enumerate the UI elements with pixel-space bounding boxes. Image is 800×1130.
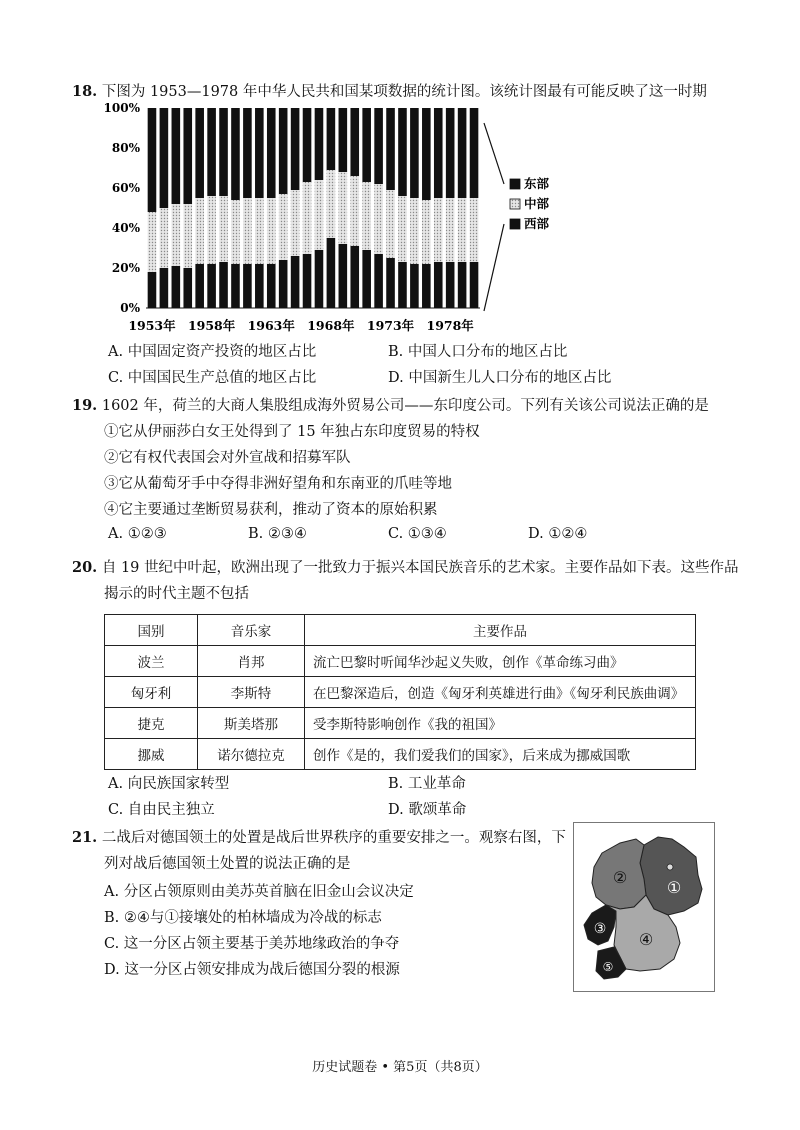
q18-option-a[interactable] bbox=[108, 340, 316, 361]
bar-西部-1957 bbox=[195, 264, 204, 308]
bar-东部-1955 bbox=[172, 108, 181, 204]
table-cell: 捷克 bbox=[105, 708, 198, 739]
q20-stem bbox=[72, 556, 739, 577]
bar-西部-1954 bbox=[160, 268, 169, 308]
bar-东部-1963 bbox=[267, 108, 276, 198]
bar-西部-1975 bbox=[410, 264, 419, 308]
bar-东部-1964 bbox=[279, 108, 288, 194]
bar-西部-1971 bbox=[362, 250, 371, 308]
bar-东部-1962 bbox=[255, 108, 264, 198]
option-text: 自由民主独立 bbox=[127, 802, 215, 818]
bar-东部-1965 bbox=[291, 108, 300, 190]
bar-西部-1962 bbox=[255, 264, 264, 308]
bar-西部-1973 bbox=[386, 258, 395, 308]
q21-option-c[interactable] bbox=[104, 932, 399, 953]
x-tick-label: 1968年 bbox=[307, 318, 355, 333]
bar-东部-1957 bbox=[195, 108, 204, 198]
bar-东部-1971 bbox=[362, 108, 371, 182]
bar-中部-1958 bbox=[207, 196, 216, 264]
bar-东部-1958 bbox=[207, 108, 216, 196]
bar-西部-1968 bbox=[327, 238, 336, 308]
bar-东部-1974 bbox=[398, 108, 407, 196]
legend-label-中部: 中部 bbox=[524, 196, 550, 211]
bar-西部-1972 bbox=[374, 254, 383, 308]
zone-3-label: ③ bbox=[593, 921, 607, 937]
q19-item-2: ②它有权代表国会对外宣战和招募军队 bbox=[104, 450, 351, 466]
table-cell: 诺尔德拉克 bbox=[198, 739, 305, 770]
table-header-row bbox=[105, 615, 696, 646]
q20-option-c[interactable] bbox=[108, 798, 215, 819]
option-key: D. bbox=[388, 370, 404, 386]
bar-中部-1959 bbox=[219, 196, 228, 262]
composers-table bbox=[104, 614, 696, 770]
bar-中部-1961 bbox=[243, 198, 252, 264]
q19-stem bbox=[72, 394, 709, 415]
bar-中部-1979 bbox=[458, 198, 467, 262]
legend-swatch-西部 bbox=[510, 219, 520, 229]
option-key: C. bbox=[388, 526, 404, 542]
bar-西部-1953 bbox=[148, 272, 157, 308]
legend-arrow-west bbox=[484, 224, 504, 311]
q19-number: 19. bbox=[72, 397, 98, 414]
bar-西部-1960 bbox=[231, 264, 240, 308]
bar-中部-1955 bbox=[172, 204, 181, 266]
option-text: 中国新生儿人口分布的地区占比 bbox=[408, 370, 612, 386]
bar-东部-1970 bbox=[350, 108, 359, 176]
option-key: D. bbox=[104, 962, 120, 978]
bar-中部-1974 bbox=[398, 196, 407, 262]
bar-中部-1973 bbox=[386, 190, 395, 258]
bar-西部-1958 bbox=[207, 264, 216, 308]
option-key: A. bbox=[108, 526, 124, 542]
option-key: B. bbox=[248, 526, 264, 542]
table-cell: 流亡巴黎时听闻华沙起义失败，创作《革命练习曲》 bbox=[305, 646, 696, 677]
option-text: ②③④ bbox=[267, 526, 307, 542]
bar-西部-1956 bbox=[183, 268, 192, 308]
bar-东部-1961 bbox=[243, 108, 252, 198]
table-cell: 肖邦 bbox=[198, 646, 305, 677]
bar-中部-1968 bbox=[327, 170, 336, 238]
zone-5-label: ⑤ bbox=[602, 960, 614, 974]
zone-4-label: ④ bbox=[638, 930, 654, 949]
option-key: A. bbox=[108, 776, 124, 792]
bar-西部-1967 bbox=[315, 250, 324, 308]
bar-中部-1953 bbox=[148, 212, 157, 272]
q21-option-b[interactable] bbox=[104, 906, 382, 927]
table-cell: 李斯特 bbox=[198, 677, 305, 708]
bar-东部-1968 bbox=[327, 108, 336, 170]
option-text: 工业革命 bbox=[407, 776, 466, 792]
x-tick-label: 1978年 bbox=[426, 318, 474, 333]
table-row bbox=[105, 677, 696, 708]
option-key: D. bbox=[528, 526, 544, 542]
q18-option-c[interactable] bbox=[108, 366, 316, 387]
bar-东部-1966 bbox=[303, 108, 312, 182]
q18-option-d[interactable] bbox=[388, 366, 611, 387]
q19-item-1: ①它从伊丽莎白女王处得到了 15 年独占东印度贸易的特权 bbox=[104, 424, 480, 440]
option-text: ①③④ bbox=[407, 526, 447, 542]
zone-1-label: ① bbox=[666, 878, 682, 897]
q20-stem-line2: 揭示的时代主题不包括 bbox=[104, 586, 249, 602]
q20-option-b[interactable] bbox=[388, 772, 466, 793]
y-tick-label: 0% bbox=[120, 301, 140, 315]
q19-option-a[interactable] bbox=[108, 526, 167, 542]
option-text: 分区占领原则由美苏英首脑在旧金山会议决定 bbox=[123, 884, 414, 900]
option-text: 中国固定资产投资的地区占比 bbox=[127, 344, 317, 360]
bar-西部-1976 bbox=[422, 264, 431, 308]
bar-中部-1977 bbox=[434, 198, 443, 262]
bar-中部-1965 bbox=[291, 190, 300, 256]
bar-东部-1954 bbox=[160, 108, 169, 208]
q20-option-d[interactable] bbox=[388, 798, 466, 819]
y-tick-label: 100% bbox=[103, 101, 140, 115]
zone-2-label: ② bbox=[612, 868, 628, 887]
table-cell: 挪威 bbox=[105, 739, 198, 770]
x-tick-label: 1958年 bbox=[187, 318, 236, 333]
option-key: B. bbox=[388, 344, 404, 360]
option-key: B. bbox=[388, 776, 404, 792]
bar-东部-1980 bbox=[470, 108, 479, 198]
x-tick-label: 1963年 bbox=[247, 318, 295, 333]
bar-中部-1971 bbox=[362, 182, 371, 250]
q21-stem bbox=[72, 826, 566, 847]
y-tick-label: 80% bbox=[111, 141, 140, 155]
option-text: 这一分区占领主要基于美苏地缘政治的争夺 bbox=[123, 936, 400, 952]
bar-西部-1979 bbox=[458, 262, 467, 308]
table-row bbox=[105, 739, 696, 770]
q20-stem-line1: 自 19 世纪中叶起，欧洲出现了一批致力于振兴本国民族音乐的艺术家。主要作品如下表。这些作品 bbox=[101, 560, 739, 576]
table-cell: 斯美塔那 bbox=[198, 708, 305, 739]
bar-东部-1953 bbox=[148, 108, 157, 212]
option-key: A. bbox=[104, 884, 120, 900]
option-key: B. bbox=[104, 910, 120, 926]
option-text: 中国国民生产总值的地区占比 bbox=[127, 370, 317, 386]
q19-item-3: ③它从葡萄牙手中夺得非洲好望角和东南亚的爪哇等地 bbox=[104, 476, 452, 492]
bar-东部-1956 bbox=[183, 108, 192, 204]
bar-东部-1967 bbox=[315, 108, 324, 180]
table-cell: 匈牙利 bbox=[105, 677, 198, 708]
bar-东部-1975 bbox=[410, 108, 419, 198]
bar-中部-1967 bbox=[315, 180, 324, 250]
berlin-marker bbox=[667, 864, 673, 870]
bar-中部-1960 bbox=[231, 200, 240, 264]
q19-stem-text: 1602 年，荷兰的大商人集股组成海外贸易公司——东印度公司。下列有关该公司说法正确的是 bbox=[101, 398, 709, 414]
table-header: 主要作品 bbox=[305, 615, 696, 646]
bar-中部-1954 bbox=[160, 208, 169, 268]
bar-中部-1972 bbox=[374, 184, 383, 254]
q18-option-b[interactable] bbox=[388, 340, 567, 361]
bar-中部-1975 bbox=[410, 198, 419, 264]
bar-西部-1977 bbox=[434, 262, 443, 308]
q21-stem-line2: 列对战后德国领土处置的说法正确的是 bbox=[104, 856, 351, 872]
q20-number: 20. bbox=[72, 559, 98, 576]
bar-西部-1963 bbox=[267, 264, 276, 308]
q21-number: 21. bbox=[72, 829, 98, 846]
bar-中部-1964 bbox=[279, 194, 288, 260]
legend-arrow-east bbox=[484, 123, 504, 184]
bar-中部-1970 bbox=[350, 176, 359, 246]
option-text: 中国人口分布的地区占比 bbox=[407, 344, 568, 360]
q18-stem bbox=[72, 80, 707, 101]
bar-中部-1963 bbox=[267, 198, 276, 264]
page-footer: 历史试题卷 • 第5页（共8页） bbox=[312, 1060, 488, 1075]
legend-label-西部: 西部 bbox=[524, 216, 550, 231]
bar-东部-1973 bbox=[386, 108, 395, 190]
bar-东部-1960 bbox=[231, 108, 240, 200]
option-key: C. bbox=[104, 936, 120, 952]
q19-option-b[interactable] bbox=[248, 526, 307, 542]
option-text: ①②④ bbox=[548, 526, 588, 542]
legend-label-东部: 东部 bbox=[524, 176, 550, 191]
x-tick-label: 1973年 bbox=[366, 318, 415, 333]
table-row bbox=[105, 646, 696, 677]
bar-中部-1978 bbox=[446, 198, 455, 262]
y-tick-label: 60% bbox=[111, 181, 140, 195]
map-graphic bbox=[574, 823, 714, 991]
option-text: 这一分区占领安排成为战后德国分裂的根源 bbox=[124, 962, 400, 978]
table-header: 音乐家 bbox=[198, 615, 305, 646]
option-text: ①②③ bbox=[127, 526, 167, 542]
bar-西部-1969 bbox=[339, 244, 348, 308]
bar-中部-1966 bbox=[303, 182, 312, 254]
option-text: 歌颂革命 bbox=[408, 802, 467, 818]
legend-swatch-东部 bbox=[510, 179, 520, 189]
option-text: 向民族国家转型 bbox=[127, 776, 230, 792]
bar-西部-1965 bbox=[291, 256, 300, 308]
q18-stem-text: 下图为 1953—1978 年中华人民共和国某项数据的统计图。该统计图最有可能反映了这一时期 bbox=[101, 84, 707, 100]
germany-zones-map bbox=[573, 822, 715, 992]
y-tick-label: 40% bbox=[111, 221, 140, 235]
legend-swatch-中部 bbox=[510, 199, 520, 209]
bar-西部-1959 bbox=[219, 262, 228, 308]
q19-option-d[interactable] bbox=[528, 526, 587, 542]
option-text: ②④与①接壤处的柏林墙成为冷战的标志 bbox=[123, 910, 382, 926]
bar-西部-1980 bbox=[470, 262, 479, 308]
bar-西部-1970 bbox=[350, 246, 359, 308]
bar-中部-1980 bbox=[470, 198, 479, 262]
bar-中部-1957 bbox=[195, 198, 204, 264]
q18-number: 18. bbox=[72, 83, 98, 100]
bar-东部-1976 bbox=[422, 108, 431, 200]
option-key: C. bbox=[108, 802, 124, 818]
table-row bbox=[105, 708, 696, 739]
x-tick-label: 1953年 bbox=[128, 318, 176, 333]
q19-option-c[interactable] bbox=[388, 526, 447, 542]
bar-西部-1974 bbox=[398, 262, 407, 308]
table-cell: 创作《是的，我们爱我们的国家》，后来成为挪威国歌 bbox=[305, 739, 696, 770]
y-tick-label: 20% bbox=[111, 261, 140, 275]
bar-中部-1969 bbox=[339, 172, 348, 244]
bar-东部-1969 bbox=[339, 108, 348, 172]
table-cell: 受李斯特影响创作《我的祖国》 bbox=[305, 708, 696, 739]
q19-item-4: ④它主要通过垄断贸易获利，推动了资本的原始积累 bbox=[104, 502, 438, 518]
bar-东部-1972 bbox=[374, 108, 383, 184]
q21-option-d[interactable] bbox=[104, 958, 400, 979]
table-cell: 在巴黎深造后，创造《匈牙利英雄进行曲》《匈牙利民族曲调》 bbox=[305, 677, 696, 708]
bar-中部-1962 bbox=[255, 198, 264, 264]
q21-option-a[interactable] bbox=[104, 880, 414, 901]
q20-option-a[interactable] bbox=[108, 772, 229, 793]
bar-西部-1966 bbox=[303, 254, 312, 308]
bar-西部-1978 bbox=[446, 262, 455, 308]
table-cell: 波兰 bbox=[105, 646, 198, 677]
bar-东部-1959 bbox=[219, 108, 228, 196]
option-key: A. bbox=[108, 344, 124, 360]
q21-stem-line1: 二战后对德国领土的处置是战后世界秩序的重要安排之一。观察右图，下 bbox=[101, 830, 566, 846]
bar-中部-1956 bbox=[183, 204, 192, 268]
bar-西部-1964 bbox=[279, 260, 288, 308]
option-key: D. bbox=[388, 802, 404, 818]
bar-东部-1977 bbox=[434, 108, 443, 198]
bar-中部-1976 bbox=[422, 200, 431, 264]
bar-西部-1961 bbox=[243, 264, 252, 308]
bar-东部-1979 bbox=[458, 108, 467, 198]
bar-西部-1955 bbox=[172, 266, 181, 308]
table-header: 国别 bbox=[105, 615, 198, 646]
bar-东部-1978 bbox=[446, 108, 455, 198]
option-key: C. bbox=[108, 370, 124, 386]
stacked-bar-chart bbox=[100, 100, 560, 340]
